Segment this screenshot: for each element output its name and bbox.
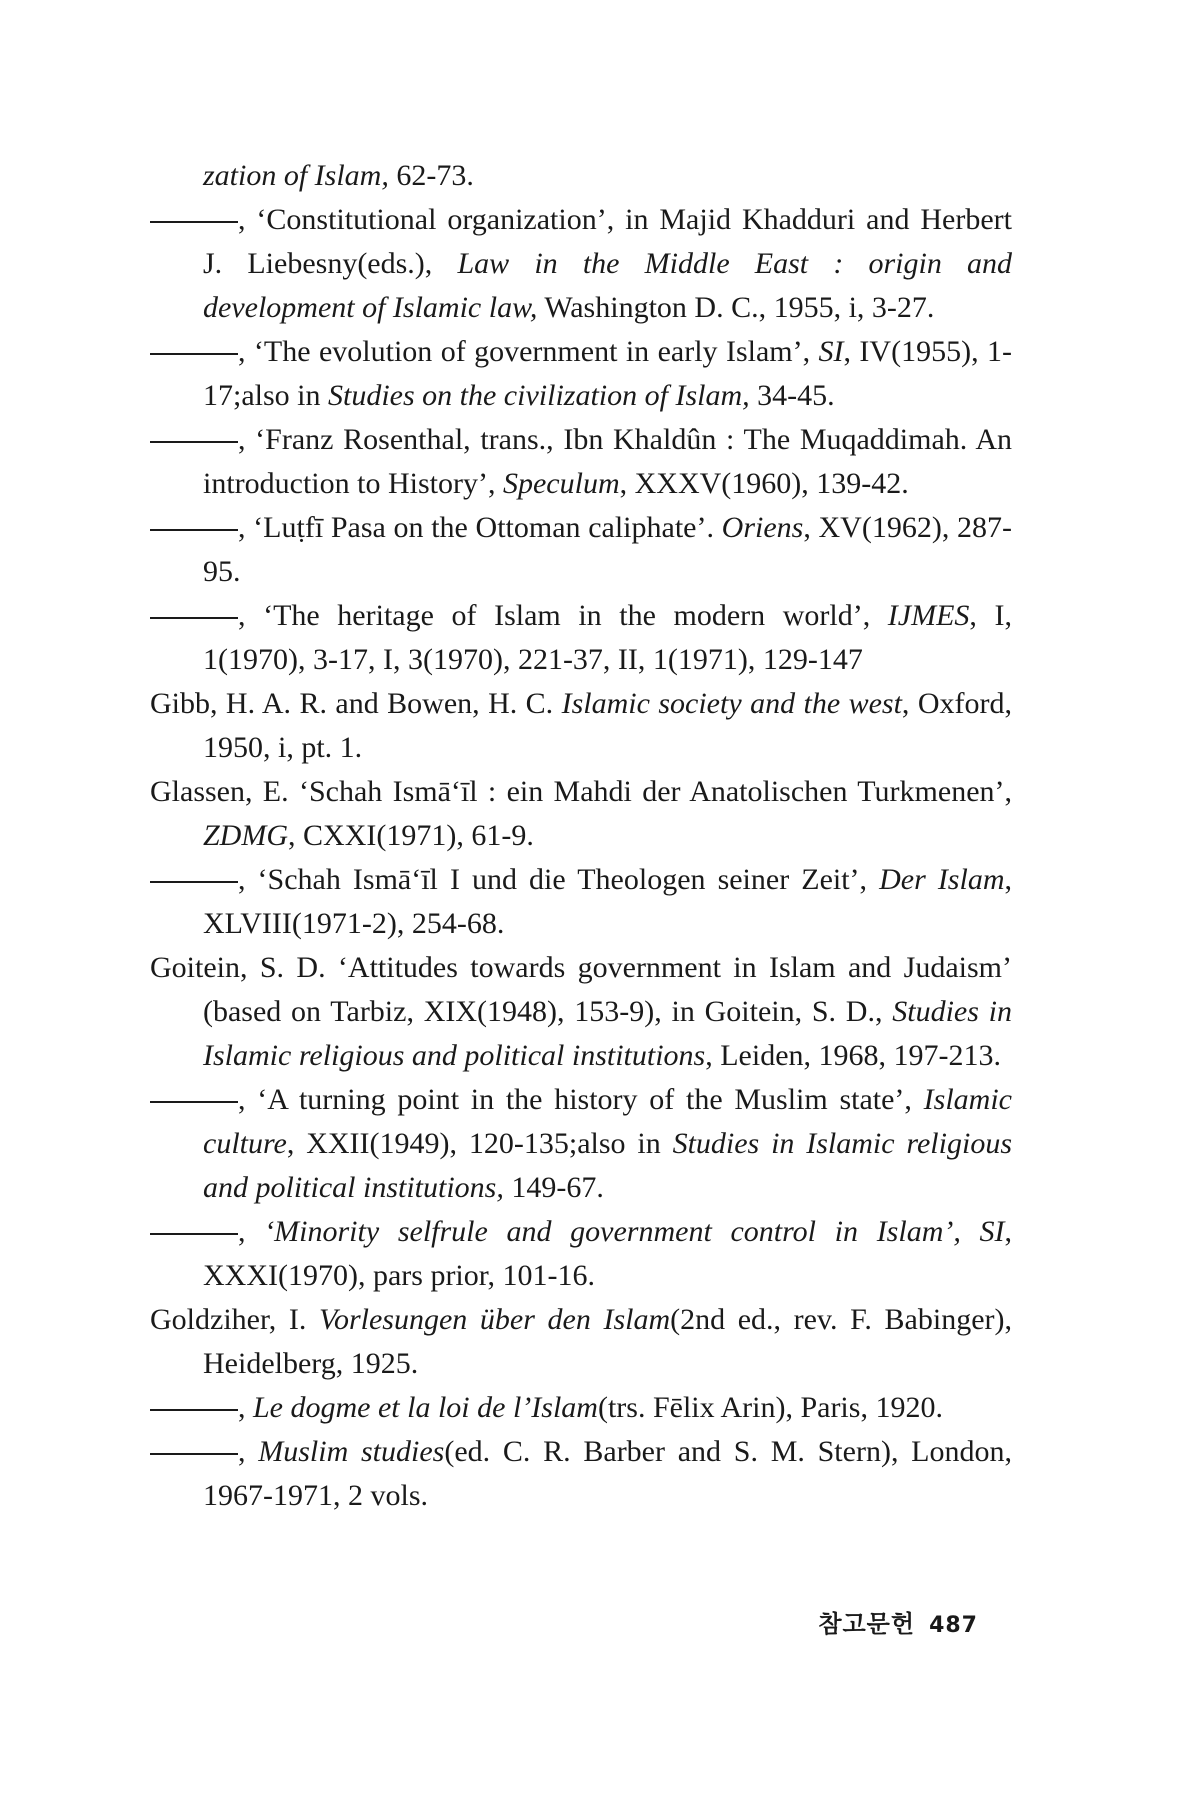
repeat-author-dash (150, 441, 238, 443)
bibliography-entry (150, 418, 1012, 506)
entry-text: Gibb, H. A. R. and Bowen, H. C. (150, 687, 562, 720)
entry-title-italic: Studies in Islamic religious and political institutions (203, 995, 1012, 1072)
repeat-author-dash (150, 1453, 238, 1455)
entry-title-italic: Islamic culture (203, 1083, 1012, 1160)
entry-text: Glassen, E. ‘Schah Ismā‘īl : ein Mahdi der Anatolischen Turkmenen’, (150, 775, 1012, 808)
bibliography-entry (150, 1386, 1012, 1430)
page-footer (818, 1604, 978, 1639)
entry-title-italic: SI (818, 335, 844, 368)
bibliography-entry (150, 1210, 1012, 1298)
entry-title-italic: Law in the Middle East : origin and development of Islamic law, (203, 247, 1012, 324)
page-number: 487 (929, 1613, 978, 1638)
entry-text: , I, 1(1970), 3-17, I, 3(1970), 221-37, II, 1(1971), 129-147 (203, 599, 1013, 676)
entry-text: , ‘The evolution of government in early Islam’, (238, 335, 819, 368)
entry-text: , Leiden, 1968, 197-213. (705, 1039, 1002, 1072)
bibliography-entry (150, 330, 1012, 418)
entry-title-italic: Le dogme et la loi de l’Islam (253, 1391, 598, 1424)
entry-title-italic: Muslim studies (258, 1435, 445, 1468)
bibliography-entry (150, 682, 1012, 770)
entry-text: 34-45. (749, 379, 835, 412)
entry-text: , CXXI(1971), 61-9. (288, 819, 534, 852)
entry-text: , (238, 1391, 253, 1424)
bibliography-entry (150, 1078, 1012, 1210)
bibliography-entry (150, 506, 1012, 594)
repeat-author-dash (150, 1233, 238, 1235)
entry-title-italic: ‘Minority selfrule and government control in Islam’, SI (264, 1215, 1005, 1248)
entry-text: (trs. Fēlix Arin), Paris, 1920. (597, 1391, 943, 1424)
bibliography-entry (150, 154, 1012, 198)
entry-title-italic: ZDMG (203, 819, 289, 852)
entry-text: , XV(1962), 287-95. (203, 511, 1012, 588)
bibliography-entry (150, 198, 1012, 330)
bibliography-entry (150, 946, 1012, 1078)
entry-text: , XXXV(1960), 139-42. (619, 467, 909, 500)
bibliography-entry (150, 594, 1012, 682)
bibliography-entry (150, 1430, 1012, 1518)
entry-text: , ‘A turning point in the history of the Muslim state’, (238, 1083, 924, 1116)
entry-text: , XXII(1949), 120-135;also in (286, 1127, 673, 1160)
repeat-author-dash (150, 353, 238, 355)
entry-text: , Oxford, 1950, i, pt. 1. (203, 687, 1012, 764)
entry-text: , ‘Luṭfī Pasa on the Ottoman caliphate’. (238, 511, 722, 544)
entry-title-italic: Der Islam (879, 863, 1005, 896)
entry-text: , ‘The heritage of Islam in the modern world’, (238, 599, 888, 632)
entry-text: , (238, 1215, 265, 1248)
repeat-author-dash (150, 617, 238, 619)
entry-text: 62-73. (388, 159, 474, 192)
repeat-author-dash (150, 529, 238, 531)
entry-text: , XXXI(1970), pars prior, 101-16. (203, 1215, 1013, 1292)
entry-title-italic: Studies in Islamic religious and political institutions, (203, 1127, 1012, 1204)
entry-text: (ed. C. R. Barber and S. M. Stern), London, 1967-1971, 2 vols. (203, 1435, 1013, 1512)
entry-text: , (238, 1435, 259, 1468)
repeat-author-dash (150, 1101, 238, 1103)
entry-text: Goldziher, I. (150, 1303, 319, 1336)
entry-title-italic: Studies on the civilization of Islam, (328, 379, 750, 412)
entry-text: Goitein, S. D. ‘Attitudes towards government in Islam and Judaism’ (based on Tarbiz, XIX(1948), 153-9), in Goitein, S. D., (150, 951, 1012, 1028)
repeat-author-dash (150, 1409, 238, 1411)
entry-text: , XLVIII(1971-2), 254-68. (203, 863, 1012, 940)
bibliography-entry (150, 858, 1012, 946)
entry-text: , ‘Franz Rosenthal, trans., Ibn Khaldûn : The Muqaddimah. An introduction to History’, (203, 423, 1012, 500)
entry-title-italic: Oriens (721, 511, 804, 544)
entry-text: , ‘Schah Ismā‘īl I und die Theologen seiner Zeit’, (238, 863, 880, 896)
repeat-author-dash (150, 881, 238, 883)
entry-title-italic: Vorlesungen über den Islam (318, 1303, 671, 1336)
entry-title-italic: zation of Islam, (203, 159, 389, 192)
repeat-author-dash (150, 221, 238, 223)
entry-text: , ‘Constitutional organization’, in Majid Khadduri and Herbert J. Liebesny(eds.), (203, 203, 1012, 280)
entry-title-italic: Islamic society and the west (561, 687, 902, 720)
bibliography-list (150, 154, 1012, 1518)
entry-title-italic: IJMES (887, 599, 970, 632)
entry-text: 149-67. (503, 1171, 604, 1204)
bibliography-entry (150, 1298, 1012, 1386)
entry-title-italic: Speculum (502, 467, 620, 500)
entry-text: (2nd ed., rev. F. Babinger), Heidelberg, 1925. (203, 1303, 1012, 1380)
bibliography-entry (150, 770, 1012, 858)
entry-text: Washington D. C., 1955, i, 3-27. (537, 291, 935, 324)
section-title: 참고문헌 (818, 1610, 916, 1638)
entry-text: , IV(1955), 1-17;also in (203, 335, 1012, 412)
